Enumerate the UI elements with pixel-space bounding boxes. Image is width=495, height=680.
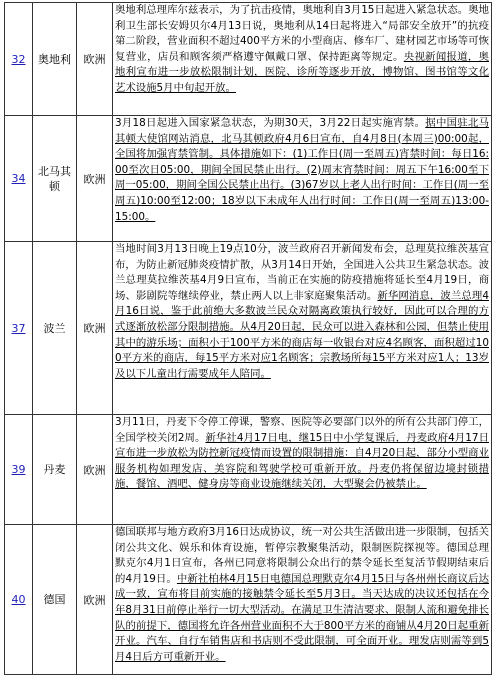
country-name: 丹麦 xyxy=(33,415,77,525)
row-number[interactable]: 32 xyxy=(5,3,33,116)
measures-plain: 3月18日起进入国家紧急状态，为期30天，3月22日起实施宵禁。 xyxy=(115,117,426,129)
measures-underlined: 据中国驻北马其顿大使馆网站消息，北马其顿政府4月6日宣布，自4月8日(本周三)00:00起，全国将加强宵禁管制。具体措施如下：(1)工作日(周一至周五)宵禁时间：每日16:00至次日05:00，期间全国民禁止出行。(2)周末宵禁时间：周五下午16:00至下周一05:00，期间全国公民禁止出行。(3)67岁以上老人出行时间：工作日(周一至周五)10:00至12:00；18岁以下未成年人出行时间：工作日(周一至周五)13:00-15:00。 xyxy=(115,117,489,223)
measures-plain: 当地时间3月13日晚上19点10分，波兰政府召开新闻发布会，总理莫拉维茨基宣布，为防止新冠肺炎疫情扩散，从3月14日开始，全国进入公共卫生紧急状态。波兰总理莫拉维茨基4月9日宣布，当前正在实施的防疫措施将延长至4月19日，商场、影剧院等继续停业，禁止两人以上非家庭聚集活动。 xyxy=(115,243,489,302)
table-row xyxy=(5,415,492,525)
measures-text xyxy=(115,415,489,524)
table-row xyxy=(5,116,492,242)
measures-underlined: 中新社柏林4月15日电德国总理默克尔4月15日与各州州长商议后达成一致，宣布将目前实施的接触禁令延长至5月3日。当天达成的决议还包括在今年8月31日前停止举行一切大型活动。在满足卫生清洁要求、限制人流和避免排长队的前提下，德国将允许各州营业面积不大于800平方米的商铺从4月20日起重新开业。汽车、自行车销售店和书店则不受此限制，可全面开业。理发店则需等到5月4日后方可重新开业。 xyxy=(115,572,489,663)
measures-cell xyxy=(113,242,492,415)
table-row xyxy=(5,242,492,415)
measures-cell xyxy=(113,415,492,525)
region-name: 欧洲 xyxy=(77,116,113,242)
row-number[interactable]: 34 xyxy=(5,116,33,242)
country-name: 德国 xyxy=(33,525,77,675)
table-row xyxy=(5,525,492,675)
measures-underlined: 新华网消息，波兰总理4月16日说，鉴于此前绝大多数波兰民众对隔离政策执行较好，因此可以合理的方式逐渐放松部分限制措施。从4月20日起，民众可以进入森林和公园，但禁止使用其中的游乐场；面积小于100平方米的商店每一收银台对应4名顾客，面积超过100平方米的商店，每15平方米对应1名顾客；宗教场所每15平方米对应1人；13岁及以下儿童出行需要成年人陪同。 xyxy=(115,289,489,380)
measures-text xyxy=(115,242,489,414)
country-name: 奥地利 xyxy=(33,3,77,116)
row-number[interactable]: 39 xyxy=(5,415,33,525)
measures-text xyxy=(115,525,489,674)
measures-cell xyxy=(113,116,492,242)
measures-plain: 奥地利总理库尔兹表示，为了抗击疫情，奥地利自3月15日起进入紧急状态。奥地利卫生部长安姆贝尔4月13日说，奥地利从14日起将进入“局部安全放开”的抗疫第二阶段，营业面积不超过400平方米的小型商店、修车厂、建材园艺市场等可恢复营业，店员和顾客须严格遵守佩戴口罩、保持距离等规定。 xyxy=(115,4,489,63)
row-number[interactable]: 37 xyxy=(5,242,33,415)
measures-plain: 德国联邦与地方政府3月16日达成协议，统一对公共生活做出进一步限制，包括关闭公共文化、娱乐和体育设施，暂停宗教聚集活动，限制医院探视等。德国总理默克尔4月1日宣布，各州已同意将限制公众出行的禁令延长至复活节假期结束后的4月19日。 xyxy=(115,526,489,585)
measures-underlined: 央视新闻报道，奥地利宣布进一步放松限制计划，医院、诊所等逐步开放，博物馆、图书馆等文化艺术设施5月中旬起开放。 xyxy=(115,50,489,94)
measures-cell xyxy=(113,525,492,675)
measures-underlined: 新华社4月17日电，继15日中小学复课后，丹麦政府4月17日宣布进一步放松为防控新冠疫情而设置的限制措施：自4月20日起，部分小型商业服务机构如理发店、美容院和驾驶学校可重新开放。丹麦仍将保留边境封锁措施，餐馆、酒吧、健身房等商业设施继续关闭，大型聚会仍被禁止。 xyxy=(115,431,489,491)
measures-text xyxy=(115,3,489,115)
row-number[interactable]: 40 xyxy=(5,525,33,675)
region-name: 欧洲 xyxy=(77,242,113,415)
country-name: 波兰 xyxy=(33,242,77,415)
measures-text xyxy=(115,116,489,241)
region-name: 欧洲 xyxy=(77,3,113,116)
table-row xyxy=(5,3,492,116)
country-name: 北马其顿 xyxy=(33,116,77,242)
region-name: 欧洲 xyxy=(77,415,113,525)
region-name: 欧洲 xyxy=(77,525,113,675)
measures-plain: 3月11日，丹麦下令停工停课，警察、医院等必要部门以外的所有公共部门停工，全国学校关闭2周。 xyxy=(115,416,489,444)
policy-table xyxy=(4,2,492,675)
measures-cell xyxy=(113,3,492,116)
